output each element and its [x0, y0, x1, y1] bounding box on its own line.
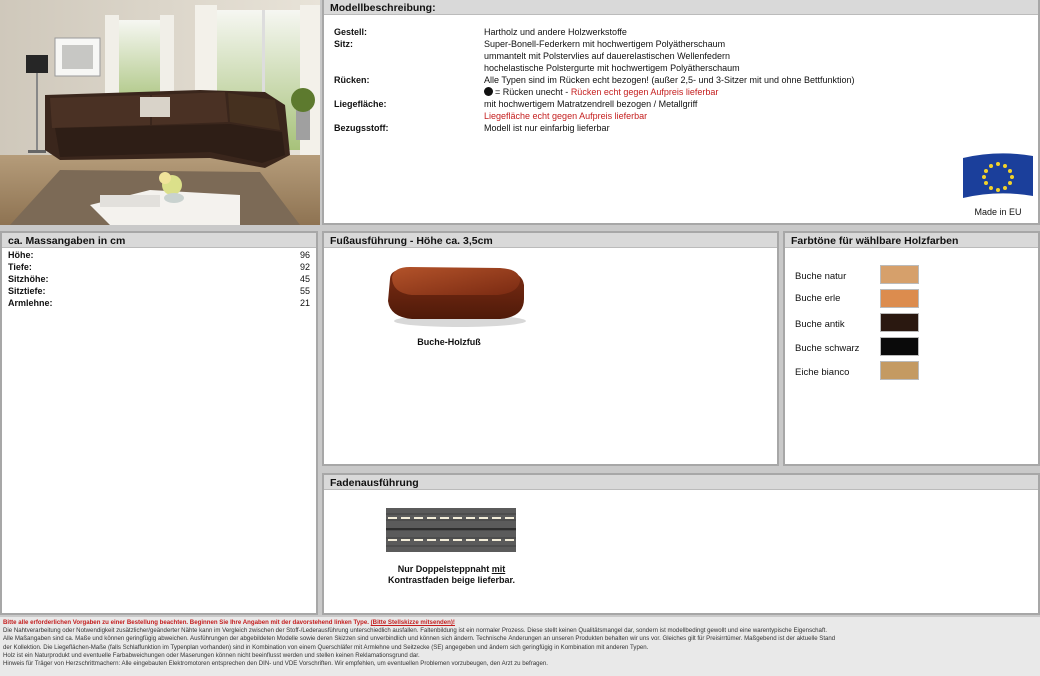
made-in-eu-label: Made in EU — [974, 207, 1022, 217]
dimension-key: Sitztiefe: — [8, 286, 46, 296]
model-key: Rücken: — [334, 75, 370, 85]
corner-sofa-room-image — [0, 0, 320, 225]
foot-title: Fußausführung - Höhe ca. 3,5cm — [324, 233, 777, 248]
wood-color-label: Buche natur — [795, 271, 847, 282]
model-value: hochelastische Polstergurte mit hochwertigem Polyätherschaum — [484, 63, 740, 73]
dimension-value: 45 — [299, 274, 310, 284]
model-value: mit hochwertigem Matratzendrell bezogen / Metallgriff — [484, 99, 698, 109]
wood-colors-title: Farbtöne für wählbare Holzfarben — [785, 233, 1038, 248]
footer-line: Hinweis für Träger von Herzschrittmachern: Alle eingebauten Elektromotoren entsprechen den DIN- und VDE Vorschriften. Wir empfehlen, um eventuellen Problemen vorzubeugen, den Arzt zu befragen. — [3, 660, 548, 668]
dimension-key: Sitzhöhe: — [8, 274, 49, 284]
footer-line: Alle Maßangaben sind ca. Maße und können geringfügig abweichen. Ausführungen der abgebildeten Modelle sowie deren Skizzen sind unverbindlich und können sich ändern. Technische Änderungen an unseren Produkten behalten wir uns vor. Gleiches gilt für Preisirrtümer. Maßgebend ist der aktuelle Stand — [3, 635, 836, 643]
thread-caption-line1: Nur Doppelsteppnaht — [397, 564, 490, 574]
filled-circle-icon — [484, 87, 493, 96]
model-value: ummantelt mit Polstervlies auf dauerelastischen Wellenfedern — [484, 51, 730, 61]
double-stitch-image — [386, 508, 516, 552]
thread-title: Fadenausführung — [324, 475, 1038, 490]
dimension-value: 55 — [299, 286, 310, 296]
dimension-row — [2, 261, 316, 273]
thread-caption-underline: mit — [491, 564, 506, 574]
product-photo — [0, 0, 320, 225]
dimension-key: Armlehne: — [8, 298, 53, 308]
thread-panel — [322, 473, 1040, 615]
wood-color-swatch — [880, 361, 919, 380]
footer-line: der Kollektion. Die Liegeflächen-Maße (falls Schlaffunktion im Typenplan vorhanden) sind in Kombination von einem Querschläfer mit Armlehne und Seitzecke (SE) angegeben und ändern sich geringfügig in Kombination mit anderen Typen. — [3, 643, 649, 651]
dimension-key: Höhe: — [8, 250, 34, 260]
dimension-row — [2, 285, 316, 297]
model-key: Gestell: — [334, 27, 368, 37]
model-description-title: Modellbeschreibung: — [324, 0, 1038, 15]
made-in-eu-badge — [960, 152, 1036, 217]
model-description-panel — [322, 0, 1040, 225]
model-value: Modell ist nur einfarbig lieferbar — [484, 123, 610, 133]
wood-colors-panel — [783, 231, 1040, 466]
model-value — [484, 86, 718, 98]
foot-caption: Buche-Holzfuß — [417, 337, 481, 347]
footer-line: Holz ist ein Naturprodukt und eventuelle Farbabweichungen oder Maserungen können nicht beeinflusst werden und stellen keinen Reklamationsgrund dar. — [3, 651, 420, 659]
wood-color-label: Buche antik — [795, 319, 845, 330]
dimension-value: 92 — [299, 262, 310, 272]
model-value: Hartholz und andere Holzwerkstoffe — [484, 27, 627, 37]
dimensions-list — [2, 248, 316, 309]
model-key: Liegefläche: — [334, 99, 387, 109]
wood-color-swatch — [880, 337, 919, 356]
footer-line: Die Nahtverarbeitung oder Notwendigkeit zusätzlicher/geänderter Nähte kann im Vergleich zwischen der Stoff-/Lederausführung unterschiedlich ausfallen. Faltenbildung ist ein normaler Prozess. Diese stellt keinen Qualitätsmangel dar, sondern ist modellbedingt gewollt und eine warentypische Eigenschaft. — [3, 627, 828, 635]
footer-warning — [3, 619, 1037, 627]
wood-color-label: Buche schwarz — [795, 343, 860, 354]
wood-color-swatch — [880, 313, 919, 332]
model-key: Bezugsstoff: — [334, 123, 389, 133]
wood-color-swatch — [880, 289, 919, 308]
model-value: Alle Typen sind im Rücken echt bezogen! (außer 2,5- und 3-Sitzer mit und ohne Bettfunktion) — [484, 75, 855, 85]
dimension-row — [2, 297, 316, 309]
eu-flag-icon — [960, 152, 1036, 200]
dimensions-title: ca. Massangaben in cm — [2, 233, 316, 248]
wood-color-label: Eiche bianco — [795, 367, 850, 378]
dimensions-panel — [0, 231, 318, 615]
dimension-row — [2, 273, 316, 285]
model-key: Sitz: — [334, 39, 353, 49]
footer-warning-text: Bitte alle erforderlichen Vorgaben zu einer Bestellung beachten. Beginnen Sie Ihre Angaben mit der davorstehend linken Type. — [3, 619, 369, 626]
model-value: Super-Bonell-Federkern mit hochwertigem Polyätherschaum — [484, 39, 726, 49]
dimension-value: 21 — [299, 298, 310, 308]
back-unreal-text: = Rücken unecht - — [495, 87, 569, 97]
dimension-row — [2, 249, 316, 261]
back-surcharge-note: Rücken echt gegen Aufpreis lieferbar — [570, 87, 719, 97]
foot-panel — [322, 231, 779, 466]
footer-warning-link: (Bitte Stellskizze mitsenden)! — [370, 619, 455, 626]
footer-notes — [0, 617, 1040, 676]
dimension-value: 96 — [299, 250, 310, 260]
dimension-key: Tiefe: — [8, 262, 32, 272]
thread-caption-line2: Kontrastfaden beige lieferbar. — [387, 575, 516, 585]
thread-caption — [324, 564, 579, 586]
lying-surcharge-note: Liegefläche echt gegen Aufpreis lieferbar — [484, 111, 648, 121]
wood-color-label: Buche erle — [795, 293, 841, 304]
wood-color-swatch — [880, 265, 919, 284]
wooden-foot-image — [382, 259, 532, 331]
